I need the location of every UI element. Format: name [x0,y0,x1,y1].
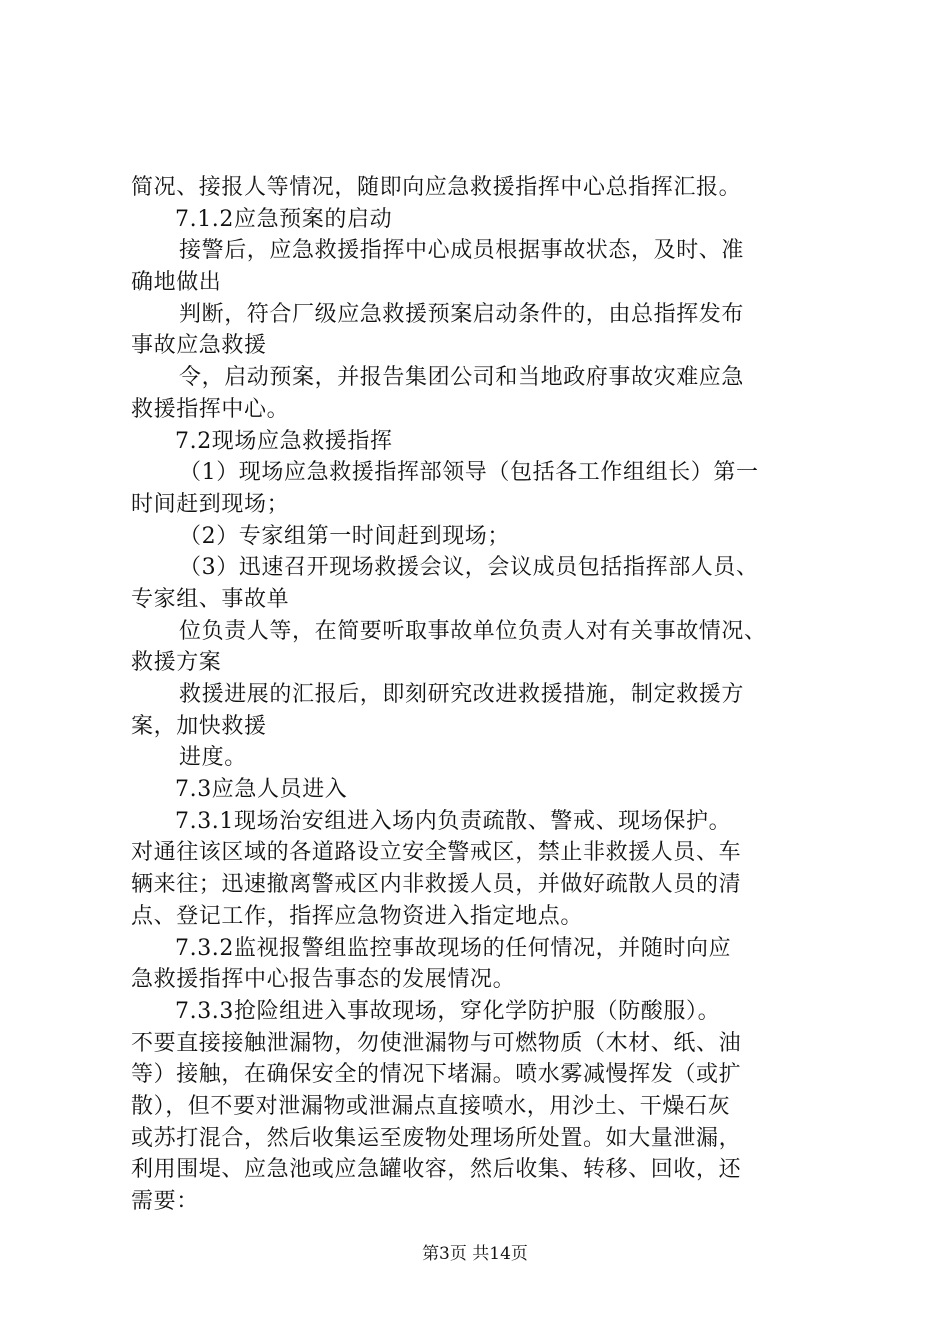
text-line: 时间赶到现场； [131,491,290,517]
text-line: 简况、接报人等情况，随即向应急救援指挥中心总指挥汇报。 [131,175,742,200]
text-line: 判断，符合厂级应急救援预案启动条件的，由总指挥发布 [179,301,745,327]
text-line: （3）迅速召开现场救援会议，会议成员包括指挥部人员、 [179,555,759,581]
text-line: 点、登记工作，指挥应急物资进入指定地点。 [131,903,584,929]
text-line: 急救援指挥中心报告事态的发展情况。 [131,967,516,993]
text-line: 7.3.2监视报警组监控事故现场的任何情况，并随时向应 [175,935,732,961]
text-line: 7.3应急人员进入 [175,777,348,803]
text-line: （1）现场应急救援指挥部领导（包括各工作组组长）第一 [179,460,759,486]
text-line: 救援方案 [131,650,222,676]
text-line: 7.1.2应急预案的启动 [175,206,393,232]
text-line: 接警后，应急救援指挥中心成员根据事故状态，及时、准 [179,238,745,264]
text-line: 对通往该区域的各道路设立安全警戒区，禁止非救援人员、车 [131,840,742,866]
text-line: 令，启动预案，并报告集团公司和当地政府事故灾难应急 [179,365,745,391]
text-line: 事故应急救援 [131,333,267,359]
text-line: 等）接触，在确保安全的情况下堵漏。喷水雾减慢挥发（或扩 [131,1062,742,1088]
text-line: 案，加快救援 [131,713,267,739]
text-line: 辆来往；迅速撤离警戒区内非救援人员，并做好疏散人员的清 [131,872,742,898]
text-line: 7.3.1现场治安组进入场内负责疏散、警戒、现场保护。 [175,808,732,834]
text-line: 专家组、事故单 [131,586,290,612]
text-line: 7.2现场应急救援指挥 [175,428,393,454]
text-line: 进度。 [179,745,247,771]
text-line: 救援指挥中心。 [131,396,290,422]
document-body [131,172,831,1218]
text-line: 位负责人等，在简要听取事故单位负责人对有关事故情况、 [179,618,767,644]
text-line: 确地做出 [131,270,222,296]
text-line: 需要： [131,1189,199,1214]
text-line: （2）专家组第一时间赶到现场； [179,523,510,549]
text-line: 或苏打混合，然后收集运至废物处理场所处置。如大量泄漏， [131,1125,742,1151]
text-line: 利用围堤、应急池或应急罐收容，然后收集、转移、回收，还 [131,1157,742,1183]
text-line: 不要直接接触泄漏物，勿使泄漏物与可燃物质（木材、纸、油 [131,1030,742,1056]
page-footer: 第3页 共14页 [422,1244,528,1264]
text-line: 散），但不要对泄漏物或泄漏点直接喷水，用沙土、干燥石灰 [131,1093,731,1119]
text-line: 救援进展的汇报后，即刻研究改进救援措施，制定救援方 [179,682,745,707]
text-line: 7.3.3抢险组进入事故现场，穿化学防护服（防酸服）。 [175,998,721,1024]
